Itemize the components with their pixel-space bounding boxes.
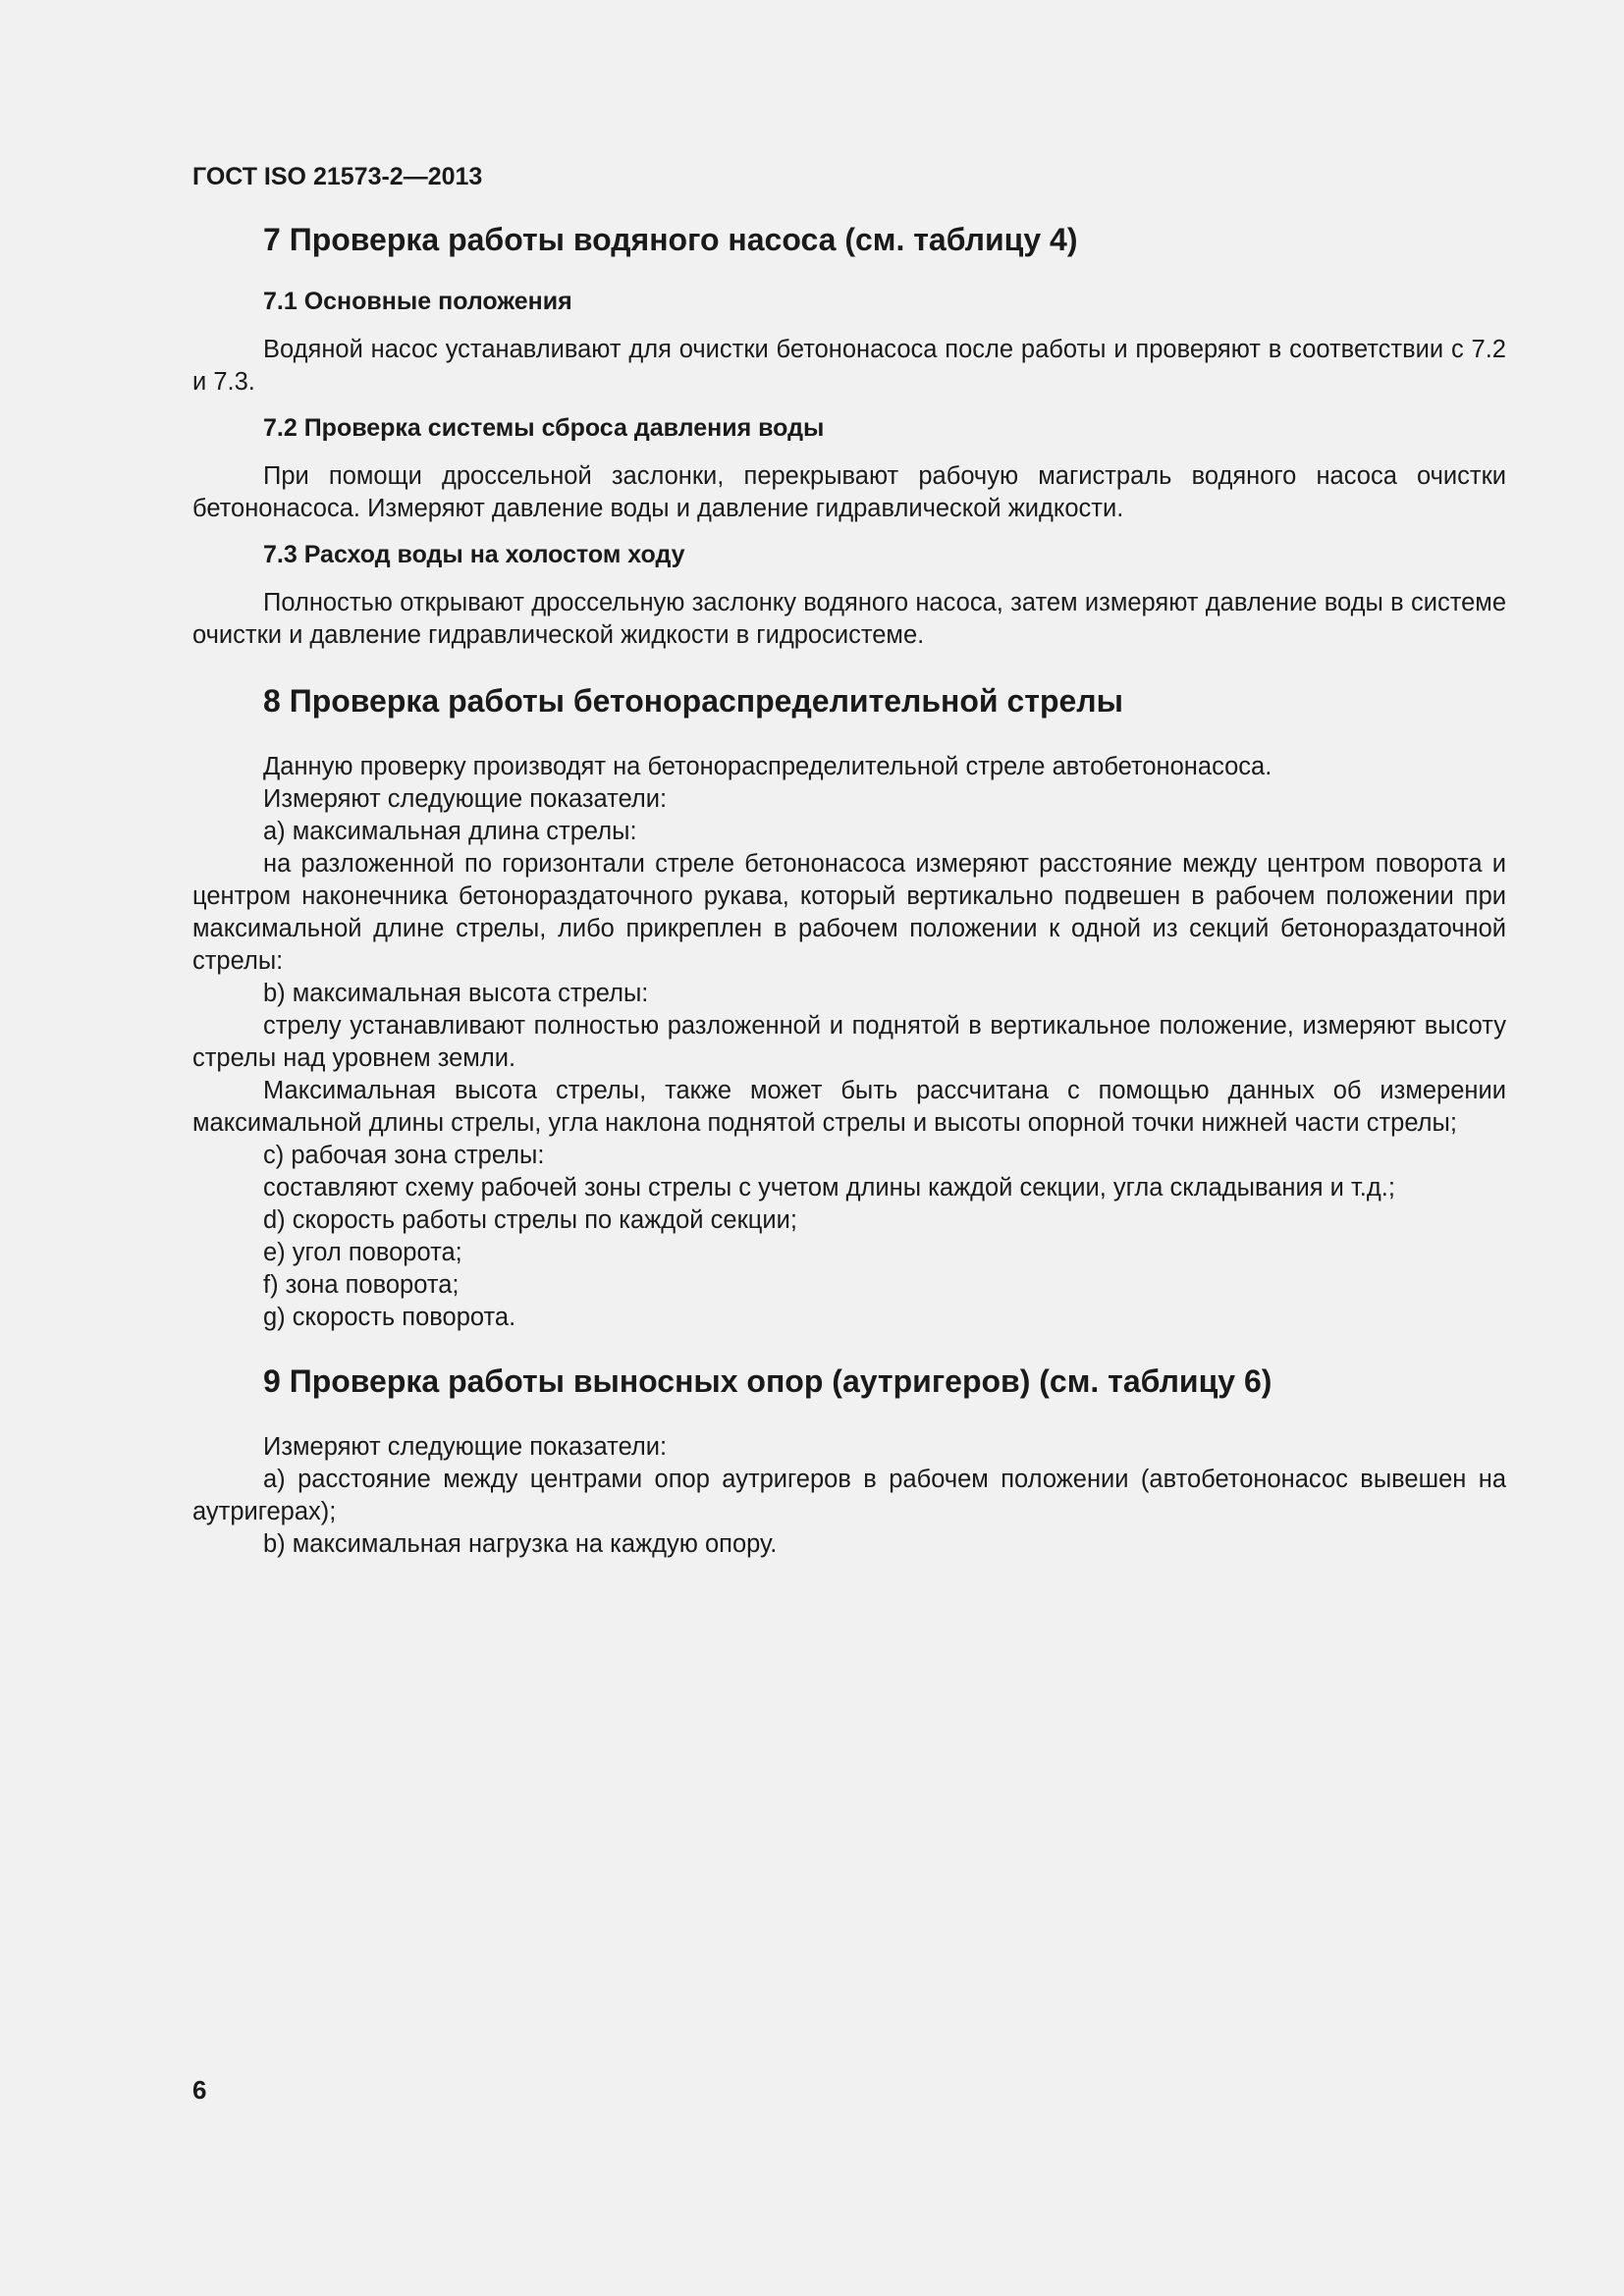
section-8-text: составляют схему рабочей зоны стрелы с учетом длины каждой секции, угла складывания и т.д.; bbox=[263, 1174, 1395, 1201]
section-7-title: 7 Проверка работы водяного насоса (см. таблицу 4) bbox=[263, 222, 1078, 257]
section-7-2-title: 7.2 Проверка системы сброса давления воды bbox=[263, 414, 825, 442]
section-9-list-item: a) расстояние между центрами опор аутригеров в рабочем положении (автобетононасос вывешен на аутригерах); bbox=[192, 1466, 1506, 1525]
section-7-3-text: Полностью открывают дроссельную заслонку водяного насоса, затем измеряют давление воды в системе очистки и давление гидравлической жидкости в гидросистеме. bbox=[192, 589, 1506, 649]
section-8-list-item: c) рабочая зона стрелы: bbox=[263, 1142, 545, 1169]
section-8-list-item: a) максимальная длина стрелы: bbox=[263, 818, 637, 845]
section-9-title: 9 Проверка работы выносных опор (аутригеров) (см. таблицу 6) bbox=[263, 1363, 1272, 1399]
section-8-text: Максимальная высота стрелы, также может быть рассчитана с помощью данных об измерении максимальной длины стрелы, угла наклона поднятой стрелы и высоты опорной точки нижней части стрелы; bbox=[192, 1077, 1506, 1137]
section-9-list-item: b) максимальная нагрузка на каждую опору. bbox=[263, 1530, 778, 1558]
section-8-text: Измеряют следующие показатели: bbox=[263, 785, 668, 813]
document-body bbox=[192, 218, 1506, 1561]
section-7-2-text: При помощи дроссельной заслонки, перекрывают рабочую магистраль водяного насоса очистки бетононасоса. Измеряют давление воды и давление гидравлической жидкости. bbox=[192, 462, 1506, 522]
page-number: 6 bbox=[192, 2075, 207, 2105]
section-8-text: стрелу устанавливают полностью разложенной и поднятой в вертикальное положение, измеряют высоту стрелы над уровнем земли. bbox=[192, 1012, 1506, 1072]
section-7-1-title: 7.1 Основные положения bbox=[263, 288, 572, 315]
section-8-list-item: g) скорость поворота. bbox=[263, 1304, 516, 1331]
section-8-title: 8 Проверка работы бетонораспределительной стрелы bbox=[263, 683, 1123, 719]
section-8-list-item: d) скорость работы стрелы по каждой секции; bbox=[263, 1206, 797, 1234]
section-8-text: на разложенной по горизонтали стреле бетононасоса измеряют расстояние между центром поворота и центром наконечника бетонораздаточного рукава, который вертикально подвешен в рабочем положении при максимальной длине стрелы, либо прикреплен в рабочем положении к одной из секций бетонораздаточной стрелы: bbox=[192, 850, 1506, 975]
section-8-text: Данную проверку производят на бетонораспределительной стреле автобетононасоса. bbox=[263, 753, 1272, 780]
section-7-1-text: Водяной насос устанавливают для очистки бетононасоса после работы и проверяют в соответствии с 7.2 и 7.3. bbox=[192, 336, 1506, 396]
section-9-text: Измеряют следующие показатели: bbox=[263, 1433, 668, 1461]
section-8-list-item: f) зона поворота; bbox=[263, 1271, 460, 1299]
section-8-list-item: b) максимальная высота стрелы: bbox=[263, 980, 649, 1007]
document-code: ГОСТ ISO 21573-2—2013 bbox=[192, 163, 483, 190]
section-8-list-item: e) угол поворота; bbox=[263, 1239, 462, 1266]
section-7-3-title: 7.3 Расход воды на холостом ходу bbox=[263, 541, 685, 568]
